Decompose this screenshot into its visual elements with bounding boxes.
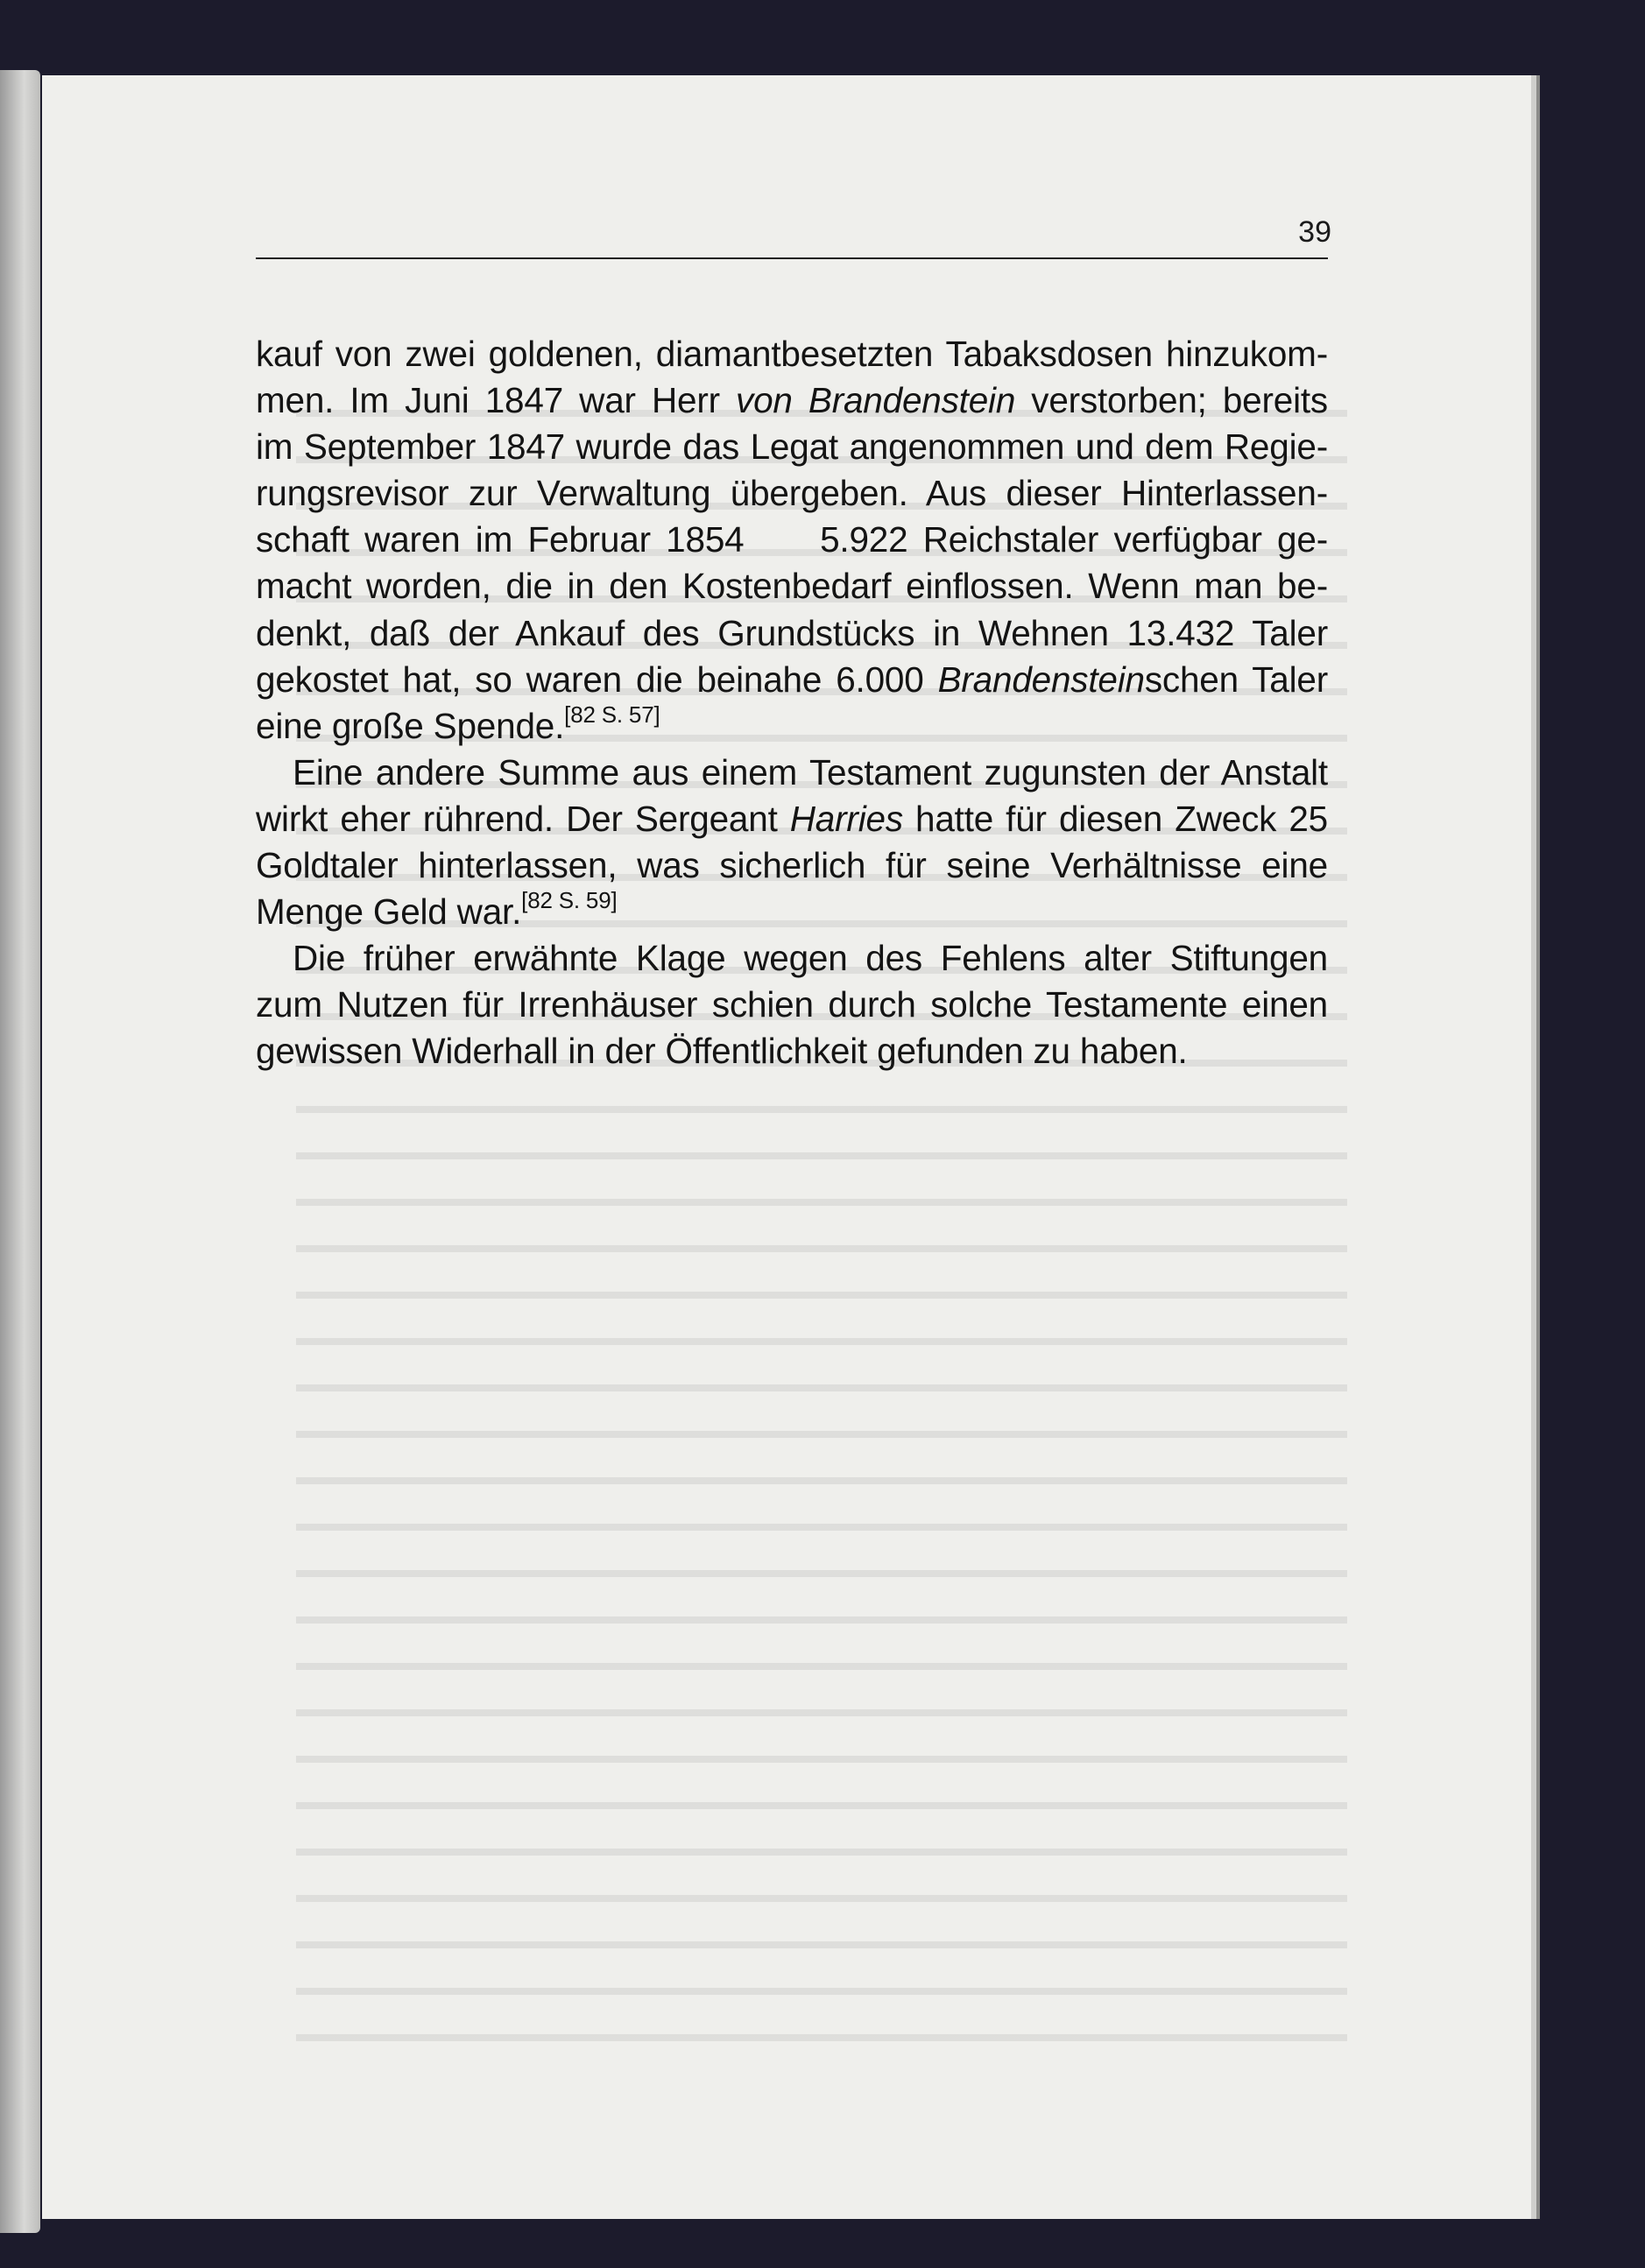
text-run: Eine andere Summe aus einem Testament zugunsten der Anstalt xyxy=(293,751,1328,792)
text-line xyxy=(256,935,1328,982)
text-line xyxy=(256,1028,1328,1074)
text-line xyxy=(256,703,1328,750)
text-line xyxy=(256,889,1328,935)
paragraph xyxy=(256,331,1328,750)
text-line xyxy=(256,750,1328,796)
text-run: hatte für diesen Zweck 25 xyxy=(902,798,1328,839)
text-run: rungsrevisor zur Verwaltung übergeben. Aus dieser Hinterlassen- xyxy=(256,473,1328,514)
text-run: Die früher erwähnte Klage wegen des Fehlens alter Stiftungen xyxy=(293,938,1328,979)
text-line xyxy=(256,982,1328,1028)
text-run: verstorben; bereits xyxy=(1015,380,1328,421)
italic-name: Harries xyxy=(789,798,903,839)
adjacent-page-edge xyxy=(0,70,40,2233)
text-run: Goldtaler hinterlassen, was sicherlich für seine Verhältnisse eine xyxy=(256,845,1328,886)
citation-reference: [82 S. 57] xyxy=(564,701,660,728)
text-run: kauf von zwei goldenen, diamantbesetzten Tabaksdosen hinzukom- xyxy=(256,334,1328,374)
text-line xyxy=(256,331,1328,377)
text-run: macht worden, die in den Kostenbedarf einflossen. Wenn man be- xyxy=(256,566,1328,607)
text-run: schen Taler xyxy=(1144,659,1328,700)
text-line xyxy=(256,424,1328,470)
text-line xyxy=(256,517,1328,563)
text-run: schaft waren im Februar 1854 5.922 Reichstaler verfügbar ge- xyxy=(256,519,1328,560)
text-line xyxy=(256,377,1328,424)
text-run: gewissen Widerhall in der Öffentlichkeit gefunden zu haben. xyxy=(256,1031,1188,1072)
header-rule xyxy=(256,257,1328,259)
text-run: denkt, daß der Ankauf des Grundstücks in Wehnen 13.432 Taler xyxy=(256,612,1328,653)
text-run: wirkt eher rührend. Der Sergeant xyxy=(256,798,790,839)
text-line xyxy=(256,842,1328,889)
text-line xyxy=(256,470,1328,517)
text-run: im September 1847 wurde das Legat angenommen und dem Regie- xyxy=(256,426,1328,468)
body-text xyxy=(256,331,1328,1075)
text-line xyxy=(256,610,1328,657)
citation-reference: [82 S. 59] xyxy=(521,887,618,914)
page-number: 39 xyxy=(1298,215,1331,249)
text-run: gekostet hat, so waren die beinahe 6.000 xyxy=(256,659,938,700)
text-run: Menge Geld war. xyxy=(256,891,522,933)
italic-name: von Brandenstein xyxy=(736,380,1016,421)
paragraph xyxy=(256,750,1328,935)
text-line xyxy=(256,657,1328,703)
text-run: men. Im Juni 1847 war Herr xyxy=(256,380,737,421)
paragraph xyxy=(256,935,1328,1074)
text-line xyxy=(256,796,1328,842)
italic-name: Brandenstein xyxy=(937,659,1145,700)
text-run: eine große Spende. xyxy=(256,705,565,746)
text-run: zum Nutzen für Irrenhäuser schien durch solche Testamente einen xyxy=(256,984,1328,1025)
text-line xyxy=(256,563,1328,609)
